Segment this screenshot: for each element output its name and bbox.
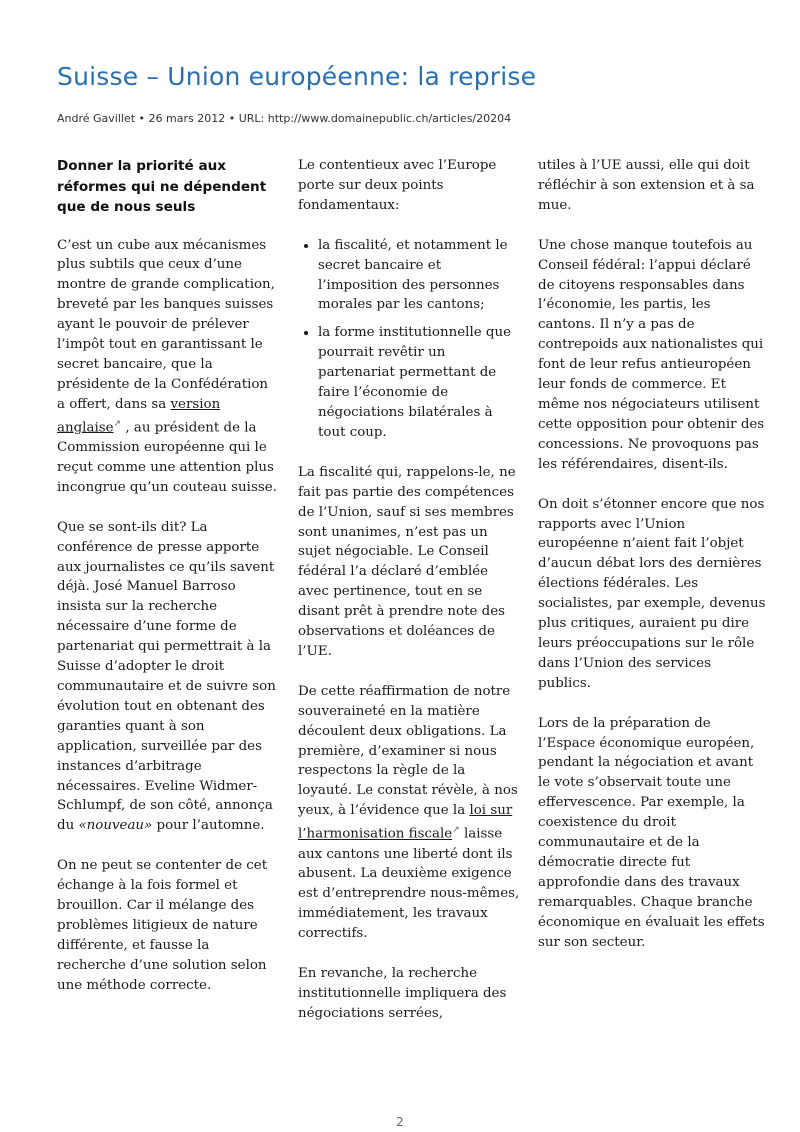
article-title: Suisse – Union européenne: la reprise [57, 62, 537, 91]
paragraph: Le contentieux avec l’Europe porte sur deux points fondamentaux: [298, 158, 497, 213]
paragraph: On ne peut se contenter de cet échange à la fois formel et brouillon. Car il mélange des problèmes litigieux de nature différente, et fausse la recherche d’une solution selon une méthode correcte. [57, 858, 268, 993]
paragraph: La fiscalité qui, rappelons-le, ne fait pas partie des compétences de l’Union, sauf si ses membres sont unanimes, n’est pas un sujet négociable. Le Conseil fédéral l’a déclaré d’emblée avec pertinence, tout en se disant prêt à prendre note des observations et doléances de l’UE. [298, 464, 516, 659]
paragraph: Une chose manque toutefois au Conseil fédéral: l’appui déclaré de citoyens responsables dans l’économie, les partis, les cantons. Il n’y a pas de contrepoids aux nationalistes qui font de leur refus antieuropéen leur fonds de commerce. Et même nos négociateurs utilisent cette opposition pour obtenir des concessions. Ne provoquons pas les référendaires, disent-ils. [538, 237, 765, 472]
article-subhead: Donner la priorité aux réformes qui ne dépendent que de nous seuls [57, 158, 267, 215]
list-item: • la fiscalité, et notamment le secret bancaire et l’imposition des personnes morales par les cantons; [318, 236, 520, 316]
loi-harmonisation-link[interactable]: loi sur l’harmonisation fiscale [298, 803, 513, 842]
paragraph: Lors de la préparation de l’Espace économique européen, pendant la négociation et avant le vote s’observait toute une effervescence. Par exemple, la coexistence du droit communautaire et de la démocratie directe fut approfondie dans des travaux remarquables. Chaque branche économique en évaluait les effets sur son secteur. [538, 715, 765, 950]
column-3 [538, 156, 766, 973]
article-meta: André Gavillet • 26 mars 2012 • URL: http://www.domainepublic.ch/articles/20204 [57, 112, 512, 125]
paragraph: On doit s’étonner encore que nos rapports avec l’Union européenne n’aient fait l’objet d’aucun débat lors des dernières élections fédérales. Les socialistes, par exemple, devenus plus critiques, auraient pu dire leurs préoccupations sur le rôle dans l’Union des services publics. [538, 496, 766, 691]
column-1 [57, 156, 279, 1016]
paragraph: Que se sont-ils dit? La conférence de presse apporte aux journalistes ce qu’ils savent déjà. José Manuel Barroso insista sur la recherche nécessaire d’une forme de partenariat qui permettrait à la Suisse d’adopter le droit communautaire et de suivre son évolution tout en obtenant des garanties quant à son application, surveillée par des instances d’arbitrage nécessaires. Eveline Widmer-Schlumpf, de son côté, annonça du «nouveau» pour l’automne. [57, 519, 276, 834]
paragraph: utiles à l’UE aussi, elle qui doit réfléchir à son extension et à sa mue. [538, 158, 755, 213]
paragraph: C’est un cube aux mécanismes plus subtils que ceux d’une montre de grande complication, breveté par les banques suisses ayant le pouvoir de prélever l’impôt tout en garantissant le secret bancaire, que la présidente de la Confédération a offert, dans sa version anglaise↗ , au président de la Commission européenne qui le reçut comme une attention plus incongrue qu’un couteau suisse. [57, 237, 277, 495]
paragraph: En revanche, la recherche institutionnelle impliquera des négociations serrées, [298, 966, 507, 1021]
external-link-icon: ↗ [113, 418, 122, 429]
list-item: • la forme institutionnelle que pourrait revêtir un partenariat permettant de faire l’économie de négociations bilatérales à tout coup. [318, 323, 520, 442]
bullet-list [298, 236, 520, 443]
paragraph: De cette réaffirmation de notre souveraineté en la matière découlent deux obligations. La première, d’examiner si nous respectons la règle de la loyauté. Le constat révèle, à nos yeux, à l’évidence que la loi sur l’harmonisation fiscale↗ laisse aux cantons une liberté dont ils abusent. La deuxième exigence est d’entreprendre nous-mêmes, immédiatement, les travaux correctifs. [298, 683, 520, 942]
column-2 [298, 156, 520, 1044]
version-anglaise-link[interactable]: version anglaise [57, 396, 221, 436]
page-number: 2 [396, 1115, 404, 1129]
external-link-icon: ↗ [452, 825, 460, 836]
